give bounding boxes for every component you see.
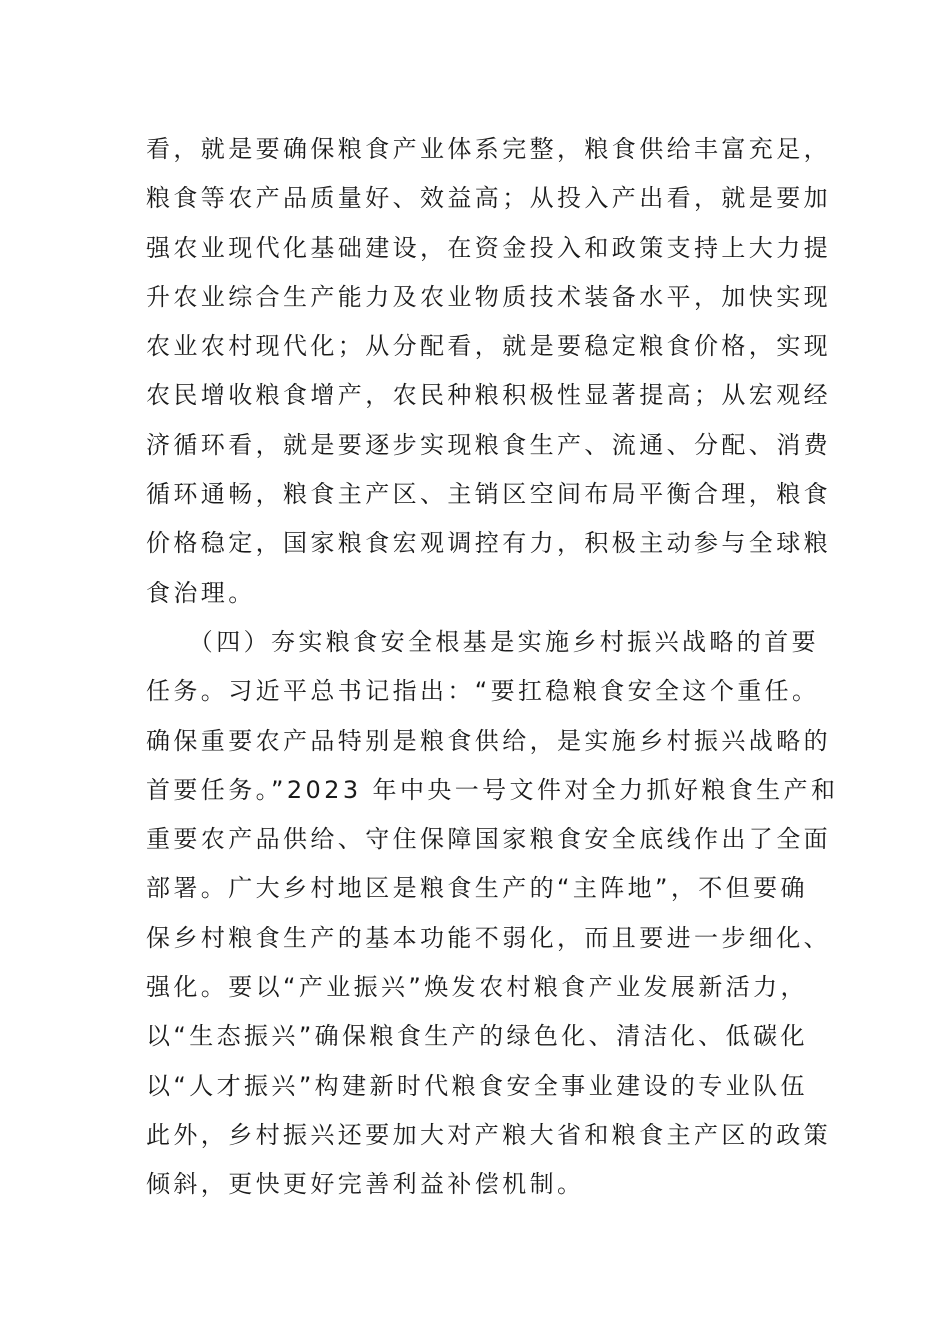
- text-line: 升农业综合生产能力及农业物质技术装备水平，加快实现: [146, 282, 831, 311]
- text-line: 任务。习近平总书记指出：“要扛稳粮食安全这个重任。: [146, 677, 820, 706]
- text-line: 强化。要以“产业振兴”焕发农村粮食产业发展新活力，: [146, 973, 808, 1002]
- text-line: 济循环看，就是要逐步实现粮食生产、流通、分配、消费: [146, 430, 831, 459]
- body-text: [146, 125, 839, 1210]
- text-line: 食治理。: [146, 578, 256, 607]
- text-line: 倾斜，更快更好完善利益补偿机制。: [146, 1170, 585, 1199]
- text-line: 价格稳定，国家粮食宏观调控有力，积极主动参与全球粮: [146, 529, 831, 558]
- text-line: 保乡村粮食生产的基本功能不弱化，而且要进一步细化、: [146, 923, 831, 952]
- text-line: 强农业现代化基础建设，在资金投入和政策支持上大力提: [146, 233, 831, 262]
- text-line: 看，就是要确保粮食产业体系完整，粮食供给丰富充足，: [146, 135, 831, 163]
- text-line: 部署。广大乡村地区是粮食生产的“主阵地”，不但要确: [146, 874, 808, 903]
- text-line: 确保重要农产品特别是粮食供给，是实施乡村振兴战略的: [146, 726, 831, 755]
- text-line: 以“人才振兴”构建新时代粮食安全事业建设的专业队伍: [146, 1071, 808, 1100]
- text-line: 粮食等农产品质量好、效益高；从投入产出看，就是要加: [146, 184, 831, 213]
- text-line: 首要任务。”2023 年中央一号文件对全力抓好粮食生产和: [146, 775, 839, 804]
- text-line: 以“生态振兴”确保粮食生产的绿色化、清洁化、低碳化: [146, 1022, 808, 1051]
- section-heading-line: （四）夯实粮食安全根基是实施乡村振兴战略的首要: [146, 627, 819, 656]
- text-line: 农民增收粮食增产，农民种粮积极性显著提高；从宏观经: [146, 381, 831, 410]
- text-line: 重要农产品供给、守住保障国家粮食安全底线作出了全面: [146, 825, 831, 854]
- text-line: 循环通畅，粮食主产区、主销区空间布局平衡合理，粮食: [146, 480, 831, 509]
- text-line: 此外，乡村振兴还要加大对产粮大省和粮食主产区的政策: [146, 1120, 831, 1149]
- text-line: 农业农村现代化；从分配看，就是要稳定粮食价格，实现: [146, 332, 831, 361]
